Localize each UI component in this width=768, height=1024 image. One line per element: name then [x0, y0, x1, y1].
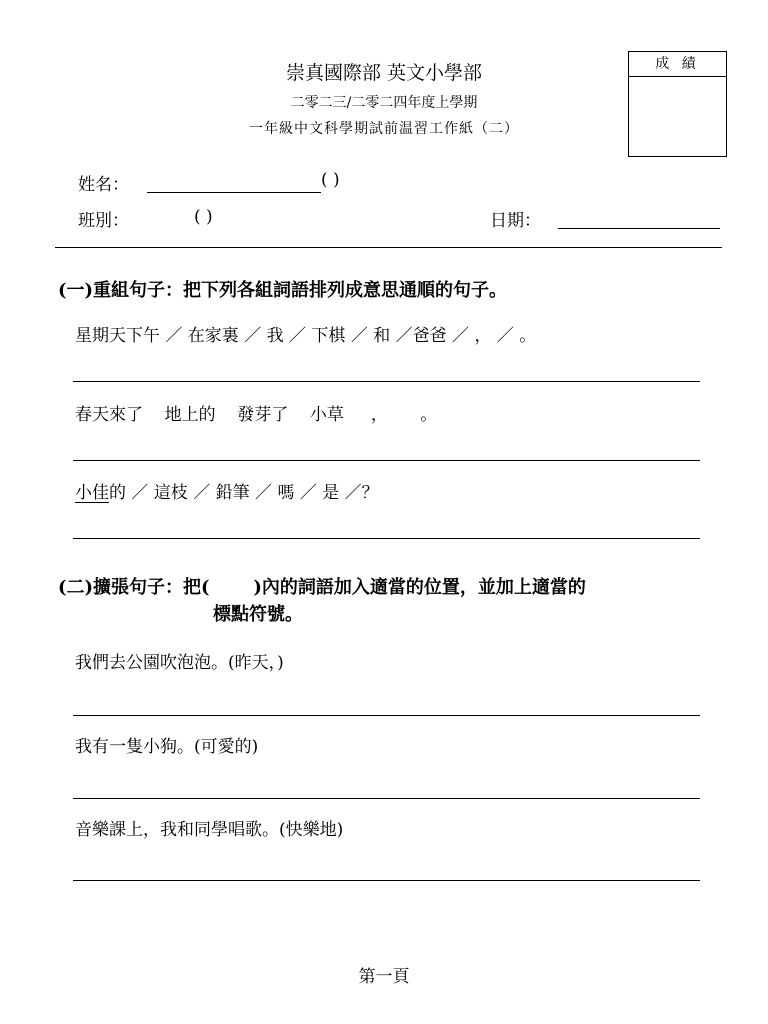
header-divider — [55, 247, 722, 248]
school-title: 崇真國際部 英文小學部 — [285, 62, 483, 84]
s2-answer-line-3[interactable] — [73, 880, 700, 881]
name-input-line[interactable] — [147, 192, 321, 193]
s2-question-3: 音樂課上，我和同學唱歌。(快樂地) — [75, 820, 344, 840]
class-paren: ( ) — [194, 207, 213, 227]
person-name: 小佳 — [75, 483, 109, 503]
class-number-paren: ( ) — [321, 170, 340, 190]
s1-question-3 — [75, 478, 379, 503]
section1-title: (一)重組句子：把下列各組詞語排列成意思通順的句子。 — [58, 280, 508, 301]
s1-question-3-rest: 的 ／ 這枝 ／ 鉛筆 ／ 嗎 ／ 是 ／？ — [109, 483, 379, 503]
s1-question-1: 星期天下午 ／ 在家裏 ／ 我 ／ 下棋 ／ 和 ／爸爸 ／ ， ／ 。 — [75, 326, 537, 346]
name-label: 姓名： — [78, 175, 129, 195]
date-label: 日期： — [490, 211, 541, 231]
score-label: 成 績 — [629, 52, 726, 77]
date-input-line[interactable] — [558, 228, 720, 229]
s1-answer-line-2[interactable] — [73, 460, 700, 461]
s1-question-2: 春天來了 地上的 發芽了 小草 ， 。 — [75, 405, 438, 425]
s2-answer-line-1[interactable] — [73, 715, 700, 716]
score-box — [628, 51, 727, 157]
page-number: 第一頁 — [358, 967, 410, 987]
section2-title-line2: 標點符號。 — [213, 604, 303, 625]
s2-answer-line-2[interactable] — [73, 798, 700, 799]
section2-title: (二)擴張句子：把( )內的詞語加入適當的位置，並加上適當的 — [58, 577, 586, 598]
s1-answer-line-3[interactable] — [73, 538, 700, 539]
s1-answer-line-1[interactable] — [73, 381, 700, 382]
class-label: 班別： — [78, 211, 129, 231]
s2-question-1: 我們去公園吹泡泡。(昨天，) — [75, 653, 284, 673]
worksheet-title: 一年級中文科學期試前温習工作紙（二） — [249, 121, 519, 137]
s2-question-2: 我有一隻小狗。(可愛的) — [75, 737, 259, 757]
academic-year: 二零二三/二零二四年度上學期 — [290, 95, 478, 111]
